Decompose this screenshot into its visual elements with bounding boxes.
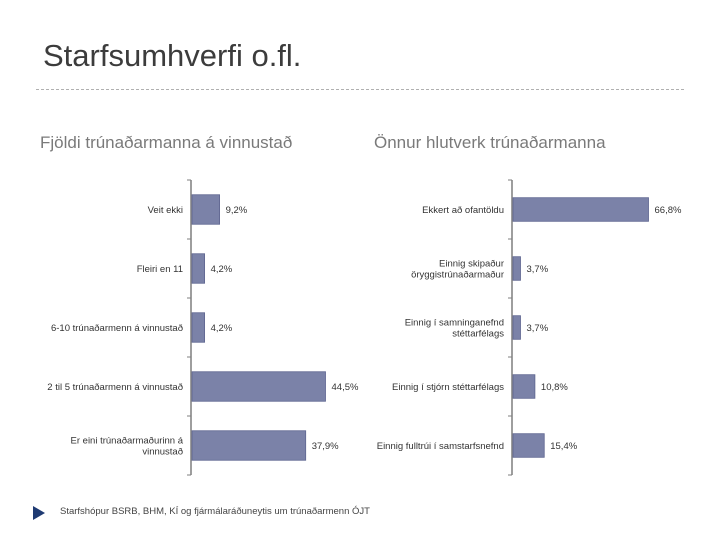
source-arrow-icon <box>33 506 45 520</box>
value-label: 3,7% <box>526 323 549 334</box>
category-label: Veit ekki <box>147 205 183 216</box>
category-label: Einnig í stjórn stéttarfélags <box>392 382 504 393</box>
value-label: 3,7% <box>526 264 549 275</box>
bar <box>513 434 544 458</box>
source-note: Starfshópur BSRB, BHM, KÍ og fjármálaráðuneytis um trúnaðarmenn ÓJT <box>60 506 370 517</box>
value-label: 15,4% <box>550 441 578 452</box>
category-label: Ekkert að ofantöldu <box>422 205 504 216</box>
slide-title: Starfsumhverfi o.fl. <box>43 38 302 73</box>
value-label: 9,2% <box>225 205 248 216</box>
bar <box>513 198 649 222</box>
category-label: Fleiri en 11 <box>136 264 183 275</box>
category-label: Er eini trúnaðarmaðurinn á vinnustað <box>70 435 183 458</box>
bar <box>513 316 521 340</box>
value-label: 4,2% <box>210 323 233 334</box>
value-label: 37,9% <box>311 441 339 452</box>
left-chart-title: Fjöldi trúnaðarmanna á vinnustað <box>40 133 293 152</box>
category-label: Einnig fulltrúi í samstarfsnefnd <box>376 441 504 452</box>
category-label: Einnig í samninganefnd stéttarfélags <box>404 317 504 340</box>
right-chart-title: Önnur hlutverk trúnaðarmanna <box>374 133 606 152</box>
category-label: Einnig skipaður öryggistrúnaðarmaður <box>411 258 504 281</box>
bar <box>513 375 535 399</box>
bar <box>513 257 521 281</box>
category-label: 2 til 5 trúnaðarmenn á vinnustað <box>47 382 183 393</box>
category-label: 6-10 trúnaðarmenn á vinnustað <box>50 323 183 334</box>
value-label: 10,8% <box>540 382 568 393</box>
value-label: 44,5% <box>331 382 359 393</box>
value-label: 66,8% <box>654 205 682 216</box>
value-label: 4,2% <box>210 264 233 275</box>
